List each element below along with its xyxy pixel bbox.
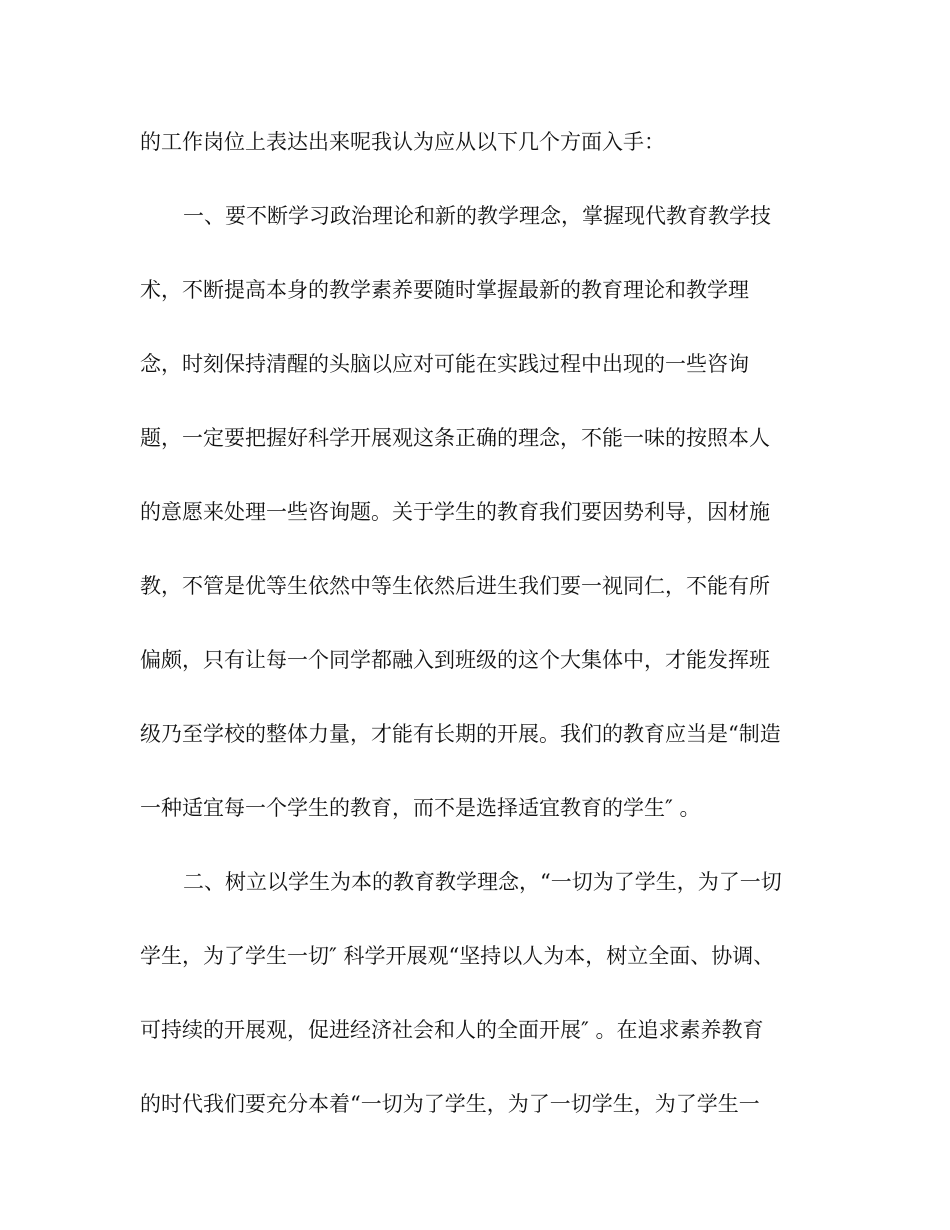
text-line: 的时代我们要充分本着“一切为了学生，为了一切学生，为了学生一 xyxy=(140,1092,760,1116)
text-line-paragraph-start: 二、树立以学生为本的教育教学理念，“一切为了学生，为了一切 xyxy=(183,870,782,894)
text-line: 教，不管是优等生依然中等生依然后进生我们要一视同仁，不能有所 xyxy=(140,574,770,598)
text-line: 学生，为了学生一切″ 科学开展观“坚持以人为本，树立全面、协调、 xyxy=(140,944,775,968)
text-line: 术，不断提高本身的教学素养要随时掌握最新的教育理论和教学理 xyxy=(140,278,749,302)
text-line: 一种适宜每一个学生的教育，而不是选择适宜教育的学生″ 。 xyxy=(140,796,701,820)
text-line: 题，一定要把握好科学开展观这条正确的理念，不能一味的按照本人 xyxy=(140,426,770,450)
text-line: 级乃至学校的整体力量，才能有长期的开展。我们的教育应当是“制造 xyxy=(140,722,781,746)
text-line: 可持续的开展观，促进经济社会和人的全面开展″ 。在追求素养教育 xyxy=(140,1018,764,1042)
text-line: 偏颇，只有让每一个同学都融入到班级的这个大集体中，才能发挥班 xyxy=(140,648,770,672)
text-line-paragraph-start: 一、要不断学习政治理论和新的教学理念，掌握现代教育教学技 xyxy=(183,204,771,228)
text-line: 念，时刻保持清醒的头脑以应对可能在实践过程中出现的一些咨询 xyxy=(140,352,749,376)
text-line: 的工作岗位上表达出来呢我认为应从以下几个方面入手： xyxy=(140,130,665,154)
text-line: 的意愿来处理一些咨询题。关于学生的教育我们要因势利导，因材施 xyxy=(140,500,770,524)
